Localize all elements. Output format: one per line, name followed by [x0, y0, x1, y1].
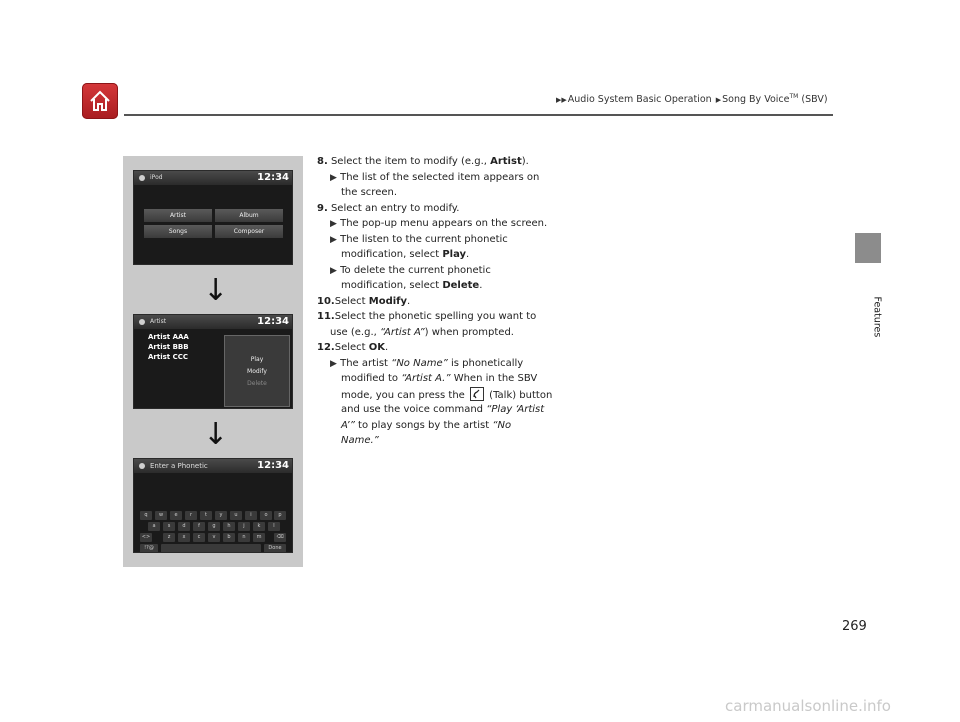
result-arrow-icon: ▶: [330, 265, 337, 276]
key[interactable]: g: [208, 522, 220, 531]
done-key[interactable]: Done: [264, 544, 286, 553]
step-example: A’”: [341, 419, 355, 431]
step-text: ).: [521, 156, 529, 167]
tile-artist[interactable]: Artist: [144, 209, 212, 222]
symbols-key[interactable]: !?@: [140, 544, 158, 553]
step-result: modification, select: [341, 249, 443, 260]
step-text: Select an entry to modify.: [330, 202, 460, 214]
keyboard-row-1: [140, 511, 286, 520]
backspace-key-icon[interactable]: ⌫: [274, 533, 286, 542]
clock: 12:34: [257, 316, 289, 327]
screen-artist-list: [133, 314, 293, 409]
breadcrumb-arrow-icon: ▶: [715, 96, 722, 105]
key[interactable]: h: [223, 522, 235, 531]
shift-key-icon[interactable]: <>: [141, 534, 151, 540]
step-result: mode, you can press the: [341, 389, 468, 401]
tile-album[interactable]: Album: [215, 209, 283, 222]
step-result: To delete the current phonetic: [340, 264, 491, 276]
step-text: Select the phonetic spelling you want to: [334, 311, 537, 322]
step-number: 11.: [317, 311, 335, 322]
key[interactable]: e: [170, 511, 182, 520]
key[interactable]: p: [274, 511, 286, 520]
clock: 12:34: [257, 460, 289, 471]
step-text: Select the item to modify (e.g.,: [330, 156, 491, 167]
step-result: the screen.: [341, 187, 398, 198]
key[interactable]: c: [193, 533, 205, 542]
source-icon: [139, 175, 145, 181]
section-label: Features: [871, 296, 883, 338]
key[interactable]: a: [148, 522, 160, 531]
step-result: (Talk) button: [486, 389, 553, 401]
step-result: and use the voice command: [341, 404, 487, 415]
key[interactable]: z: [163, 533, 175, 542]
key[interactable]: r: [185, 511, 197, 520]
header-rule: [124, 114, 833, 116]
step-result: When in the SBV: [450, 373, 538, 384]
key[interactable]: i: [245, 511, 257, 520]
result-arrow-icon: ▶: [330, 358, 337, 369]
step-emphasis: Delete: [442, 280, 480, 291]
key[interactable]: b: [223, 533, 235, 542]
result-arrow-icon: ▶: [330, 219, 337, 229]
key[interactable]: m: [253, 533, 265, 542]
space-key[interactable]: [161, 544, 261, 553]
step-text: Select: [334, 342, 369, 353]
step-example: “No Name”: [391, 357, 448, 369]
step-text: .: [385, 342, 389, 353]
step-example: “Artist A.”: [401, 373, 451, 384]
home-button[interactable]: [82, 83, 118, 119]
step-example: Name.”: [341, 435, 379, 446]
step-example: “Artist A”: [380, 326, 425, 338]
key[interactable]: s: [163, 522, 175, 531]
source-label: iPod: [150, 174, 163, 181]
step-emphasis: Artist: [490, 156, 522, 167]
step-result: to play songs by the artist: [354, 419, 493, 431]
screen-ipod-menu: [133, 170, 293, 265]
popup-play[interactable]: Play: [250, 356, 264, 363]
result-arrow-icon: ▶: [330, 172, 337, 183]
breadcrumb: [555, 93, 828, 105]
trademark-mark: TM: [789, 93, 799, 100]
step-text: use (e.g.,: [330, 326, 380, 338]
step-text: Select: [334, 295, 369, 307]
keyboard-row-3: [140, 533, 286, 542]
screenshot-panel: [123, 156, 303, 567]
screen-phonetic-keyboard: [133, 458, 293, 553]
tile-composer[interactable]: Composer: [215, 225, 283, 238]
watermark: carmanualsonline.info: [725, 697, 891, 715]
step-example: “No: [492, 419, 512, 431]
home-icon: [88, 89, 112, 113]
popup-delete[interactable]: Delete: [247, 380, 267, 387]
source-icon: [139, 319, 145, 325]
step-result: The pop-up menu appears on the screen.: [340, 218, 548, 229]
step-result: .: [466, 249, 470, 260]
side-tab-marker[interactable]: [855, 233, 881, 263]
step-result: .: [479, 280, 483, 291]
popup-modify[interactable]: Modify: [247, 368, 267, 375]
breadcrumb-link-audio[interactable]: Audio System Basic Operation: [567, 94, 712, 106]
step-example: “Play ‘Artist: [486, 404, 545, 415]
key[interactable]: x: [178, 533, 190, 542]
key[interactable]: k: [253, 522, 265, 531]
step-text: ) when prompted.: [424, 326, 514, 338]
key[interactable]: l: [268, 522, 280, 531]
step-result: The artist: [340, 357, 392, 369]
keyboard-row-4: [140, 544, 286, 553]
breadcrumb-suffix: (SBV): [801, 94, 828, 106]
list-item[interactable]: Artist BBB: [148, 343, 189, 351]
breadcrumb-current: Song By Voice: [722, 94, 790, 106]
step-number: 10.: [317, 295, 335, 307]
key[interactable]: t: [200, 511, 212, 520]
key[interactable]: n: [238, 533, 250, 542]
step-emphasis: OK: [368, 342, 385, 353]
step-emphasis: Modify: [368, 295, 408, 307]
key[interactable]: y: [215, 511, 227, 520]
key[interactable]: w: [155, 511, 167, 520]
step-number: 8.: [317, 156, 328, 167]
step-result: The listen to the current phonetic: [340, 233, 508, 245]
step-result: The list of the selected item appears on: [340, 171, 540, 183]
page-number: 269: [842, 619, 867, 634]
step-result: modified to: [341, 373, 402, 384]
source-label: Enter a Phonetic: [150, 462, 208, 470]
source-label: Artist: [150, 318, 167, 325]
step-result: is phonetically: [447, 357, 524, 369]
side-label: [852, 278, 884, 368]
list-item[interactable]: Artist CCC: [148, 353, 188, 361]
key[interactable]: j: [238, 522, 250, 531]
key[interactable]: v: [208, 533, 220, 542]
talk-icon: [470, 387, 484, 401]
list-item[interactable]: Artist AAA: [148, 333, 189, 341]
step-number: 12.: [317, 342, 335, 353]
popup-menu: [224, 335, 290, 407]
step-result: modification, select: [341, 280, 443, 291]
clock: 12:34: [257, 172, 289, 183]
keyboard-row-2: [140, 522, 286, 531]
down-arrow-icon: ↓: [203, 273, 229, 308]
key[interactable]: u: [230, 511, 242, 520]
step-emphasis: Play: [442, 249, 467, 260]
result-arrow-icon: ▶: [330, 234, 337, 245]
key[interactable]: f: [193, 522, 205, 531]
key[interactable]: d: [178, 522, 190, 531]
tile-songs[interactable]: Songs: [144, 225, 212, 238]
source-icon: [139, 463, 145, 469]
key[interactable]: o: [260, 511, 272, 520]
breadcrumb-arrow-icon: ▶▶: [556, 96, 567, 105]
key[interactable]: q: [140, 511, 152, 520]
step-text: .: [407, 295, 411, 307]
down-arrow-icon: ↓: [203, 417, 229, 452]
step-number: 9.: [317, 202, 328, 214]
